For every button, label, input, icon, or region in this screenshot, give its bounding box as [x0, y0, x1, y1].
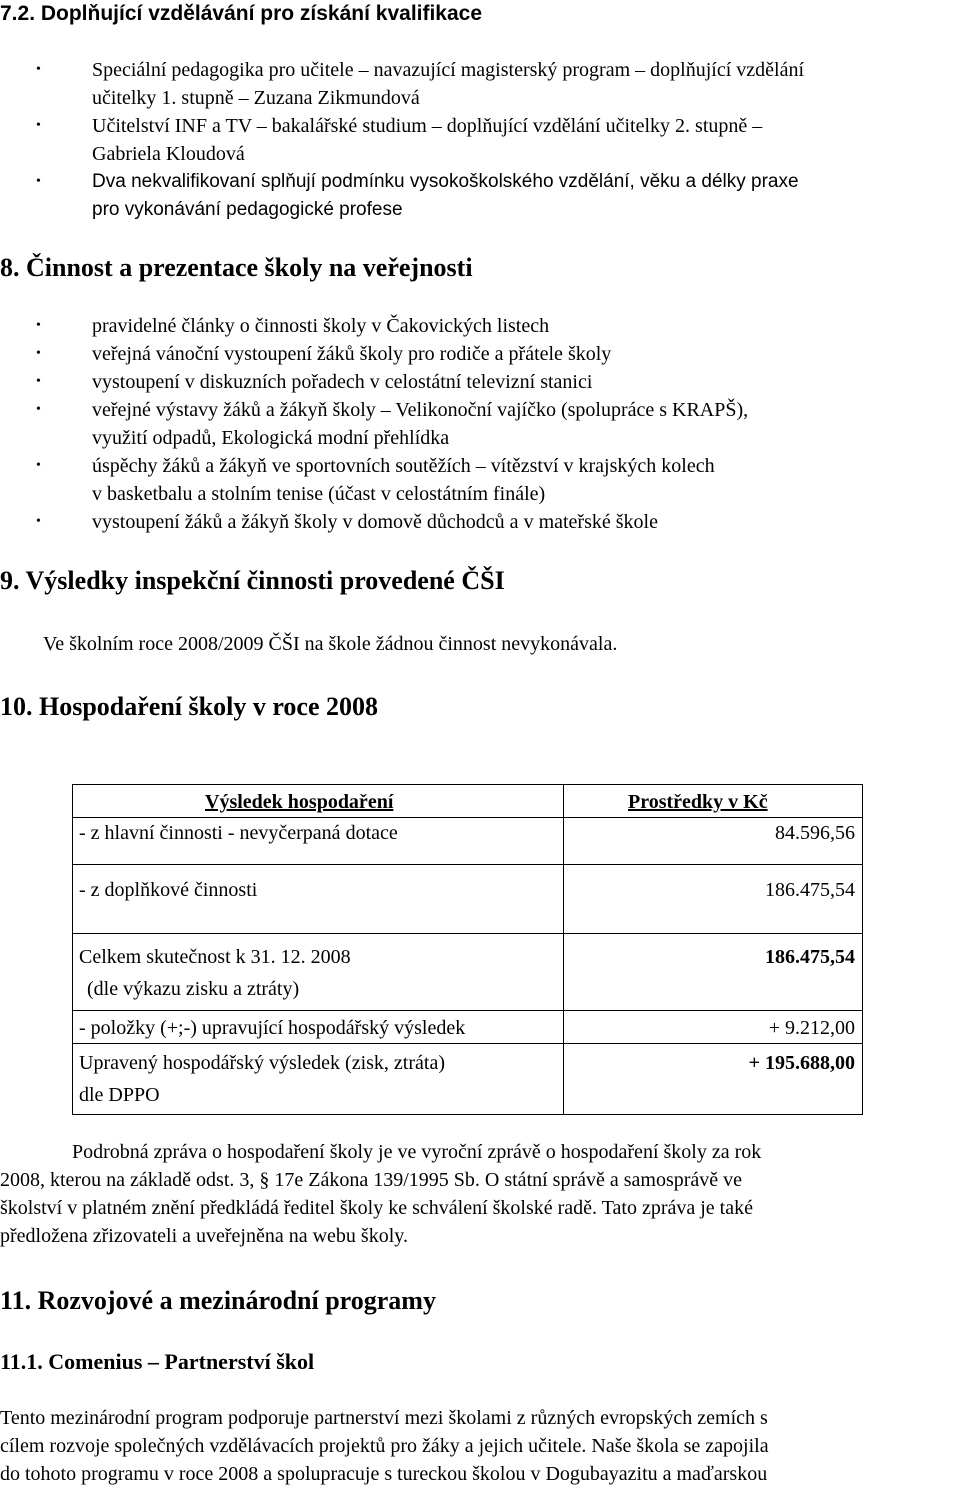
list-item: úspěchy žáků a žákyň ve sportovních soutěžích – vítězství v krajských kolech v basketbalu a stolním tenise (účast v celostátním finále) — [92, 455, 715, 505]
list-item: vystoupení v diskuzních pořadech v celostátní televizní stanici — [92, 371, 593, 393]
bullet-icon: • — [36, 346, 41, 361]
bullet-icon: • — [36, 62, 41, 77]
table-header-row — [73, 785, 863, 818]
finance-table — [72, 784, 863, 1115]
list-item: Dva nekvalifikovaní splňují podmínku vysokoškolského vzdělání, věku a délky praxe pro vykonávání pedagogické profese — [92, 171, 799, 220]
list-item: pravidelné články o činnosti školy v Čakovických listech — [92, 315, 550, 337]
bullet-icon: • — [36, 318, 41, 333]
table-header-result: Výsledek hospodaření — [205, 791, 394, 813]
bullet-icon: • — [36, 174, 41, 189]
table-row: - z hlavní činnosti - nevyčerpaná dotace 84.596,56 — [73, 818, 863, 865]
table-row: Celkem skutečnost k 31. 12. 2008 (dle výkazu zisku a ztráty) 186.475,54 — [73, 934, 863, 1011]
list-item: veřejné výstavy žáků a žákyň školy – Velikonoční vajíčko (spolupráce s KRAPŠ), využití odpadů, Ekologická modní přehlídka — [92, 399, 749, 449]
section-11-1-title: 11.1. Comenius – Partnerství škol — [0, 1349, 315, 1374]
bullet-icon: • — [36, 458, 41, 473]
bullet-icon: • — [36, 402, 41, 417]
section-10-title: 10. Hospodaření školy v roce 2008 — [0, 692, 378, 721]
table-row: - položky (+;-) upravující hospodářský výsledek + 9.212,00 — [73, 1011, 863, 1044]
list-item: veřejná vánoční vystoupení žáků školy pro rodiče a přátele školy — [92, 343, 612, 365]
bullet-icon: • — [36, 374, 41, 389]
table-row: Upravený hospodářský výsledek (zisk, ztráta) dle DPPO + 195.688,00 — [73, 1044, 863, 1115]
section-9-text: Ve školním roce 2008/2009 ČŠI na škole žádnou činnost nevykonávala. — [43, 633, 618, 655]
section-8-title: 8. Činnost a prezentace školy na veřejnosti — [0, 253, 473, 282]
table-header-amount: Prostředky v Kč — [628, 791, 768, 813]
section-11-1-paragraph: Tento mezinárodní program podporuje partnerství mezi školami z různých evropských zemích s cílem rozvoje společných vzdělávacích projektů pro žáky a jejich učitele. Naše škola se zapojila do tohoto programu v roce 2008 a spolupracuje s tureckou školou v Dogubayazitu a maďarskou — [0, 1407, 769, 1485]
bullet-icon: • — [36, 514, 41, 529]
list-item: vystoupení žáků a žákyň školy v domově důchodců a v mateřské škole — [92, 511, 658, 533]
list-item: Speciální pedagogika pro učitele – navazující magisterský program – doplňující vzdělání učitelky 1. stupně – Zuzana Zikmundová — [92, 59, 805, 109]
section-11-title: 11. Rozvojové a mezinárodní programy — [0, 1286, 436, 1315]
table-row: - z doplňkové činnosti 186.475,54 — [73, 865, 863, 934]
section-9-title: 9. Výsledky inspekční činnosti provedené ČŠI — [0, 566, 505, 595]
bullet-icon: • — [36, 118, 41, 133]
list-item: Učitelství INF a TV – bakalářské studium – doplňující vzdělání učitelky 2. stupně – Gabriela Kloudová — [92, 115, 763, 165]
section-7-2-title: 7.2. Doplňující vzdělávání pro získání kvalifikace — [0, 2, 483, 25]
section-10-paragraph: Podrobná zpráva o hospodaření školy je ve vyroční zprávě o hospodaření školy za rok 2008, kterou na základě odst. 3, § 17e Zákona 139/1995 Sb. O státní správě a samosprávě ve školství v platném znění předkládá ředitel školy ke schválení školské radě. Tato zpráva je také předložena zřizovateli a uveřejněna na webu školy. — [0, 1141, 762, 1247]
